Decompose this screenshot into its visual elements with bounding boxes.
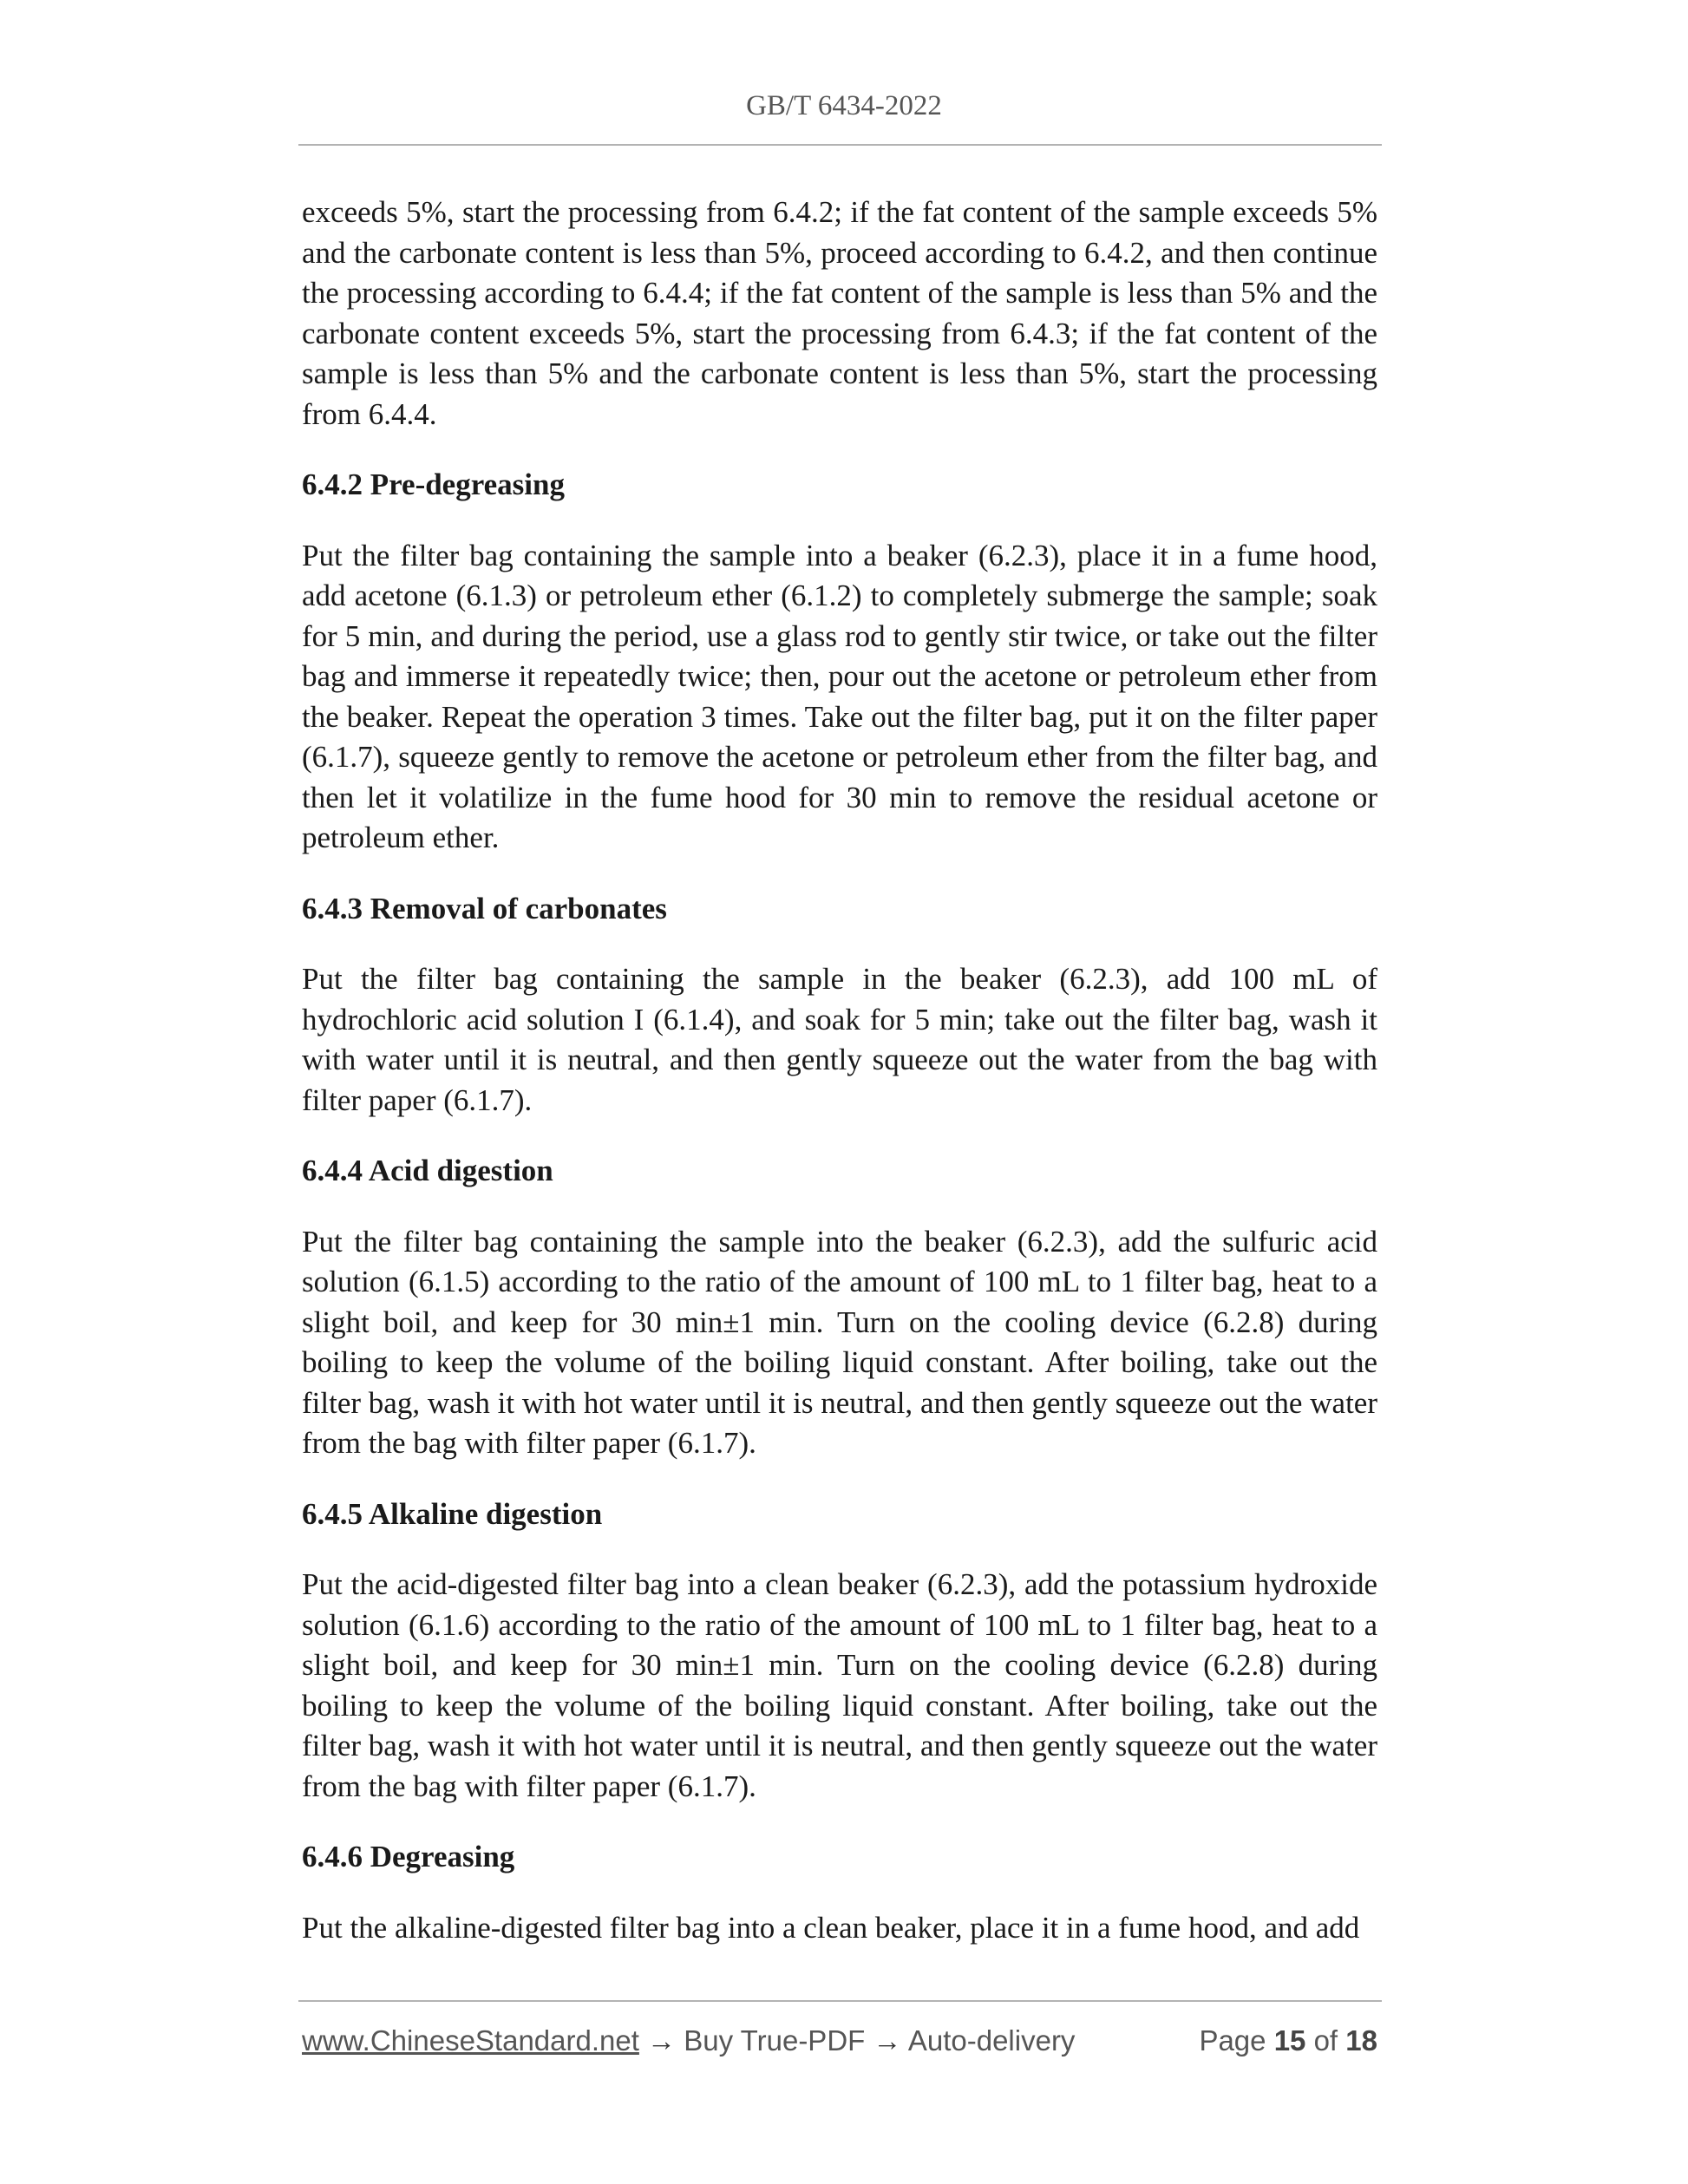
buy-pdf-text: Buy True-PDF xyxy=(684,2024,866,2056)
page-total: 18 xyxy=(1345,2024,1377,2056)
section-text-6-4-2: Put the filter bag containing the sample into a beaker (6.2.3), place it in a fume hood, add acetone (6.1.3) or petroleum ether (6.1.2) to completely submerge the sample; soak for 5 min, and during the period, use a glass rod to gently stir twice, or take out the filter bag and immerse it repeatedly twice; then, pour out the acetone or petroleum ether from the beaker. Repeat the operation 3 times. Take out the filter bag, put it on the filter paper (6.1.7), squeeze gently to remove the acetone or petroleum ether from the filter bag, and then let it volatilize in the fume hood for 30 min to remove the residual acetone or petroleum ether. xyxy=(302,538,1377,854)
intro-paragraph: exceeds 5%, start the processing from 6.4.2; if the fat content of the sample exceeds 5% and the carbonate content is less than 5%, proceed according to 6.4.2, and then continue the processing according to 6.4.4; if the fat content of the sample is less than 5% and the carbonate content exceeds 5%, start the processing from 6.4.3; if the fat content of the sample is less than 5% and the carbonate content is less than 5%, start the processing from 6.4.4. xyxy=(302,195,1377,431)
document-body xyxy=(302,193,1377,1948)
section-heading-6-4-5: 6.4.5 Alkaline digestion xyxy=(302,1496,603,1531)
page-footer xyxy=(302,2024,1377,2063)
page-number xyxy=(1199,2024,1377,2057)
page-label: Page xyxy=(1199,2024,1266,2056)
footer-links xyxy=(302,2024,1075,2057)
page-current: 15 xyxy=(1273,2024,1306,2056)
arrow-right-icon: → xyxy=(873,2024,902,2056)
page-of-label: of xyxy=(1313,2024,1338,2056)
header-divider xyxy=(298,144,1382,146)
section-text-6-4-3: Put the filter bag containing the sample in the beaker (6.2.3), add 100 mL of hydrochloric acid solution I (6.1.4), and soak for 5 min; take out the filter bag, wash it with water until it is neutral, and then gently squeeze out the water from the bag with filter paper (6.1.7). xyxy=(302,962,1377,1117)
website-link[interactable]: www.ChineseStandard.net xyxy=(302,2024,639,2056)
document-header: GB/T 6434-2022 xyxy=(746,90,942,121)
section-text-6-4-6: Put the alkaline-digested filter bag into a clean beaker, place it in a fume hood, and add xyxy=(302,1910,1360,1945)
section-heading-6-4-3: 6.4.3 Removal of carbonates xyxy=(302,891,667,925)
section-text-6-4-5: Put the acid-digested filter bag into a clean beaker (6.2.3), add the potassium hydroxide solution (6.1.6) according to the ratio of the amount of 100 mL to 1 filter bag, heat to a slight boil, and keep for 30 min±1 min. Turn on the cooling device (6.2.8) during boiling to keep the volume of the boiling liquid constant. After boiling, take out the filter bag, wash it with hot water until it is neutral, and then gently squeeze out the water from the bag with filter paper (6.1.7). xyxy=(302,1567,1377,1803)
section-text-6-4-4: Put the filter bag containing the sample into the beaker (6.2.3), add the sulfuric acid solution (6.1.5) according to the ratio of the amount of 100 mL to 1 filter bag, heat to a slight boil, and keep for 30 min±1 min. Turn on the cooling device (6.2.8) during boiling to keep the volume of the boiling liquid constant. After boiling, take out the filter bag, wash it with hot water until it is neutral, and then gently squeeze out the water from the bag with filter paper (6.1.7). xyxy=(302,1224,1377,1460)
section-heading-6-4-6: 6.4.6 Degreasing xyxy=(302,1840,515,1873)
footer-divider xyxy=(298,2000,1382,2002)
auto-delivery-text: Auto-delivery xyxy=(907,2024,1076,2056)
section-heading-6-4-2: 6.4.2 Pre-degreasing xyxy=(302,468,565,501)
arrow-right-icon: → xyxy=(647,2024,677,2056)
section-heading-6-4-4: 6.4.4 Acid digestion xyxy=(302,1154,553,1187)
